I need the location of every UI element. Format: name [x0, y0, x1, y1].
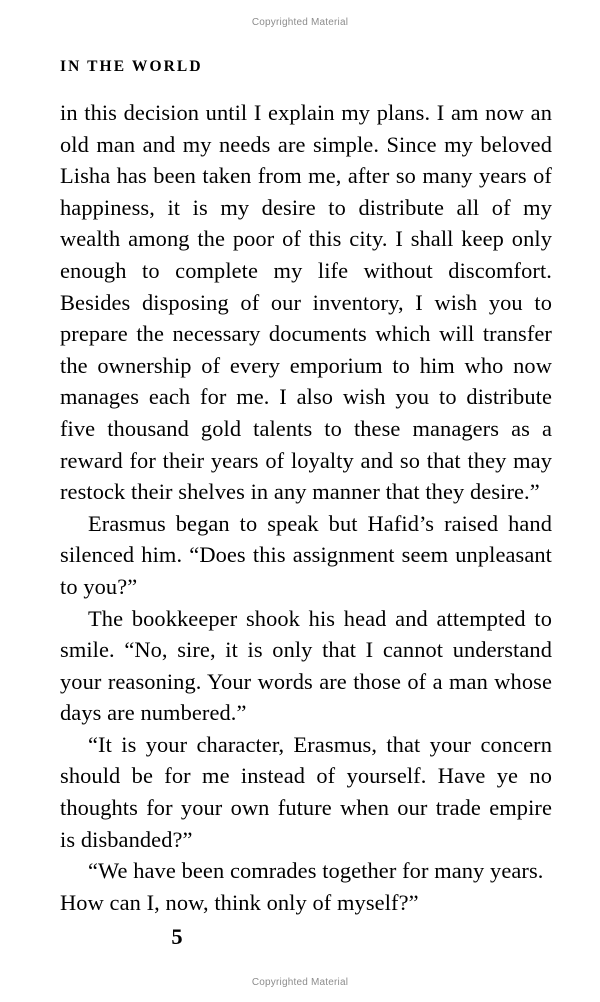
paragraph: in this decision until I explain my plans. I am now an old man and my needs are simple. Since my beloved Lisha has been taken from me, after so many years of happiness, it is my desire to distribute all of my wealth among the poor of this city. I shall keep only enough to complete my life without discomfort. Besides disposing of our inventory, I wish you to prepare the necessary documents which will transfer the ownership of every emporium to him who now manages each for me. I also wish you to distribute five thousand gold talents to these managers as a reward for their years of loyalty and so that they may restock their shelves in any manner that they desire.”	[60, 100, 552, 505]
watermark-top: Copyrighted Material	[251, 17, 349, 28]
running-head: IN THE WORLD	[60, 58, 203, 75]
page-number: 5	[171, 924, 183, 950]
paragraph: Erasmus began to speak but Hafid’s raised hand silenced him. “Does this assignment seem unpleasant to you?”	[60, 510, 552, 599]
watermark-bottom: Copyrighted Material	[251, 977, 349, 988]
paragraph: The bookkeeper shook his head and attempted to smile. “No, sire, it is only that I cannot understand your reasoning. Your words are those of a man whose days are numbered.”	[60, 605, 552, 726]
paragraph: “We have been comrades together for many years. How can I, now, think only of myself?”	[60, 858, 544, 915]
folio-wrapper	[92, 924, 252, 950]
page-body	[60, 97, 552, 918]
book-page	[60, 58, 552, 950]
paragraph: “It is your character, Erasmus, that your concern should be for me instead of yourself. Have ye no thoughts for your own future when our trade empire is disbanded?”	[60, 731, 552, 852]
